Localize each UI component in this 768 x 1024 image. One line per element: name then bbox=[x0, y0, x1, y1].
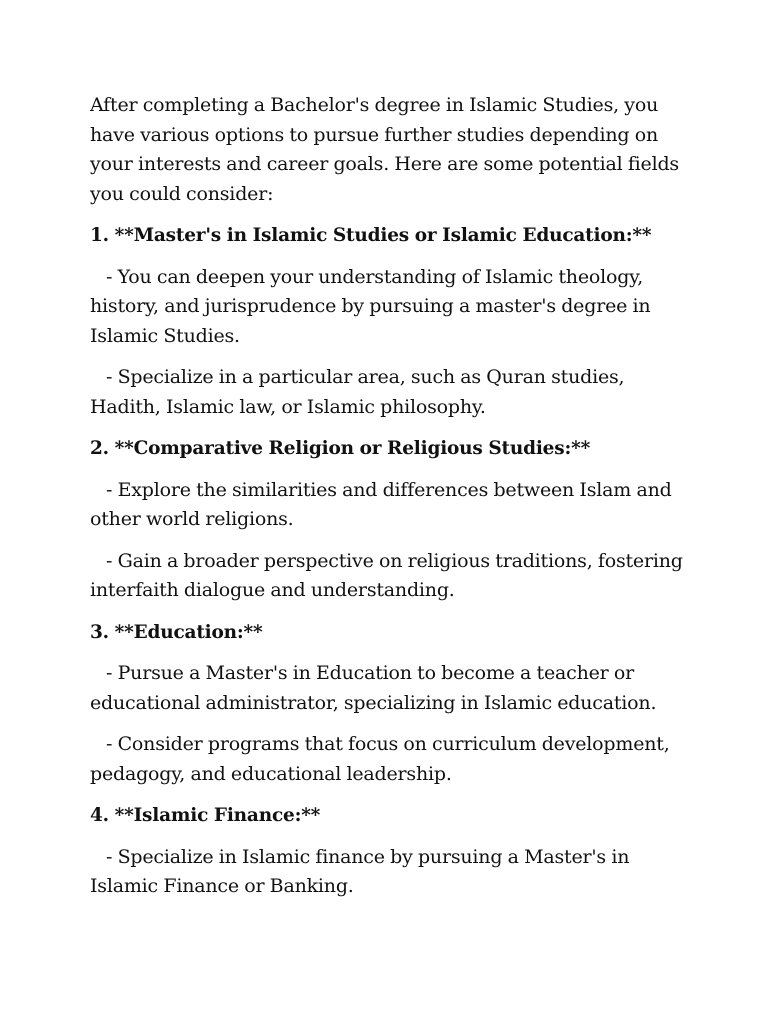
section-heading: 3. **Education:** bbox=[90, 621, 263, 643]
section-heading: 4. **Islamic Finance:** bbox=[90, 805, 321, 826]
section-heading: 1. **Master's in Islamic Studies or Islamic Education:** bbox=[90, 225, 652, 246]
section-bullet: - Pursue a Master's in Education to become a teacher or educational administrator, specializing in Islamic education. bbox=[90, 662, 657, 714]
section-1 bbox=[90, 221, 690, 422]
section-bullet: - Specialize in a particular area, such as Quran studies, Hadith, Islamic law, or Islamic philosophy. bbox=[90, 366, 630, 418]
section-heading: 2. **Comparative Religion or Religious Studies:** bbox=[90, 438, 591, 459]
section-bullet: - Consider programs that focus on curriculum development, pedagogy, and educational leadership. bbox=[90, 733, 675, 785]
document-page bbox=[90, 91, 690, 914]
section-4 bbox=[90, 801, 690, 902]
section-bullet: - Specialize in Islamic finance by pursuing a Master's in Islamic Finance or Banking. bbox=[90, 845, 635, 897]
section-bullet: - You can deepen your understanding of Islamic theology, history, and jurisprudence by pursuing a master's degree in Islamic Studies. bbox=[90, 265, 656, 347]
section-3 bbox=[90, 618, 690, 790]
section-bullet: - Gain a broader perspective on religious traditions, fostering interfaith dialogue and understanding. bbox=[90, 549, 689, 601]
section-bullet: - Explore the similarities and differences between Islam and other world religions. bbox=[90, 478, 677, 530]
intro-paragraph: After completing a Bachelor's degree in Islamic Studies, you have various options to pursue further studies depending on your interests and career goals. Here are some potential fields you could consider: bbox=[90, 94, 679, 205]
section-2 bbox=[90, 434, 690, 606]
